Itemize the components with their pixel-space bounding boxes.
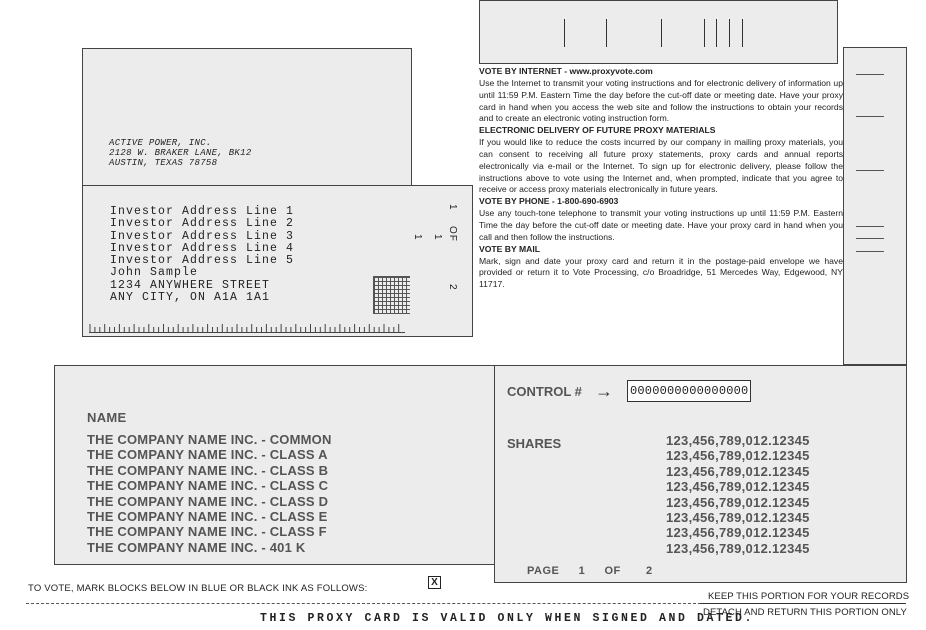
holdings-names-box — [54, 365, 496, 565]
page-label: PAGE — [527, 565, 560, 577]
keep-portion-label: KEEP THIS PORTION FOR YOUR RECORDS — [708, 591, 910, 602]
barcode-bar — [704, 19, 705, 47]
sender-address-box — [82, 48, 412, 188]
holding-name: THE COMPANY NAME INC. - CLASS A — [87, 447, 328, 463]
holding-name: THE COMPANY NAME INC. - CLASS E — [87, 509, 328, 525]
holding-name: THE COMPANY NAME INC. - CLASS F — [87, 524, 327, 540]
strip-mark — [856, 170, 884, 171]
page-marker-strip — [410, 185, 473, 337]
strip-mark — [856, 251, 884, 252]
page-indicator — [527, 565, 674, 577]
share-value: 123,456,789,012.12345 — [666, 479, 810, 495]
x-mark-example: X — [428, 576, 441, 589]
recipient-city: ANY CITY, ON A1A 1A1 — [110, 291, 271, 305]
barcode-bar — [729, 19, 730, 47]
barcode-bar — [661, 19, 662, 47]
share-value: 123,456,789,012.12345 — [666, 510, 810, 526]
control-shares-box — [494, 365, 907, 583]
arrow-right-icon: → — [595, 381, 613, 401]
page-marker-seq: 1 — [447, 204, 458, 211]
recipient-line: Investor Address Line 5 — [110, 254, 295, 268]
internet-text: Use the Internet to transmit your voting instructions and for electronic delivery of information up until 11:59 P.M. Eastern Time the day before the cut-off date or meeting date. Have your proxy card in hand when you access the web site and follow the instructions to obtain your records and to create an electronic voting instruction form. — [479, 77, 843, 124]
phone-text: Use any touch-tone telephone to transmit your voting instructions up until 11:59 P.M. Eastern Time the day before the cut-off date or meeting date. Have your proxy card in hand when you call and then follow the instructions. — [479, 208, 843, 242]
barcode-bar — [742, 19, 743, 47]
postal-barcode — [89, 323, 405, 333]
right-margin-strip — [843, 47, 907, 365]
page-marker-seq-b: 1 — [412, 234, 423, 241]
validity-notice: THIS PROXY CARD IS VALID ONLY WHEN SIGNED AND DATED. — [260, 612, 755, 625]
strip-mark — [856, 74, 884, 75]
barcode-bar — [564, 19, 565, 47]
vote-instruction: TO VOTE, MARK BLOCKS BELOW IN BLUE OR BLACK INK AS FOLLOWS: — [28, 583, 368, 594]
sender-line: ACTIVE POWER, INC. — [109, 138, 212, 148]
holding-name: THE COMPANY NAME INC. - COMMON — [87, 432, 332, 447]
page-marker-seq-a: 1 — [432, 234, 443, 241]
detach-portion-label: DETACH AND RETURN THIS PORTION ONLY — [703, 607, 907, 618]
holding-name: THE COMPANY NAME INC. - CLASS D — [87, 493, 329, 509]
holding-name: THE COMPANY NAME INC. - CLASS B — [87, 462, 329, 478]
share-value: 123,456,789,012.12345 — [666, 433, 810, 448]
recipient-address-box — [82, 185, 412, 337]
keep-rule — [700, 603, 906, 604]
page-total: 2 — [646, 565, 653, 577]
mail-text: Mark, sign and date your proxy card and return it in the postage-paid envelope we have provided or return it to Vote Processing, c/o Broadridge, 51 Mercedes Way, Edgewood, NY 11717. — [479, 255, 843, 290]
page-marker-of: OF — [447, 226, 458, 242]
strip-mark — [856, 238, 884, 239]
strip-mark — [856, 116, 884, 117]
internet-heading: VOTE BY INTERNET - www.proxyvote.com — [479, 66, 653, 76]
phone-heading: VOTE BY PHONE - 1-800-690-6903 — [479, 196, 619, 207]
holding-names-list — [87, 432, 332, 555]
recipient-name: John Sample — [110, 266, 199, 280]
mail-heading: VOTE BY MAIL — [479, 243, 540, 254]
page-number: 1 — [578, 565, 586, 577]
name-header: NAME — [87, 410, 127, 425]
electronic-heading: ELECTRONIC DELIVERY OF FUTURE PROXY MATERIALS — [479, 125, 716, 136]
barcode-bar — [606, 19, 607, 47]
recipient-address — [110, 206, 294, 304]
detach-line — [26, 603, 706, 604]
recipient-line: Investor Address Line 3 — [110, 229, 295, 243]
sender-line: AUSTIN, TEXAS 78758 — [109, 158, 218, 168]
electronic-text: If you would like to reduce the costs incurred by our company in mailing proxy materials, you can consent to receiving all future proxy statements, proxy cards and annual reports electronically via e-mail or the Internet. To sign up for electronic delivery, please follow the instructions above to vote using the Internet and, when prompted, indicate that you agree to receive or access proxy materials electronically in future years. — [479, 137, 843, 195]
sender-line: 2128 W. BRAKER LANE, BK12 — [109, 148, 252, 158]
sender-address — [109, 138, 252, 168]
control-number: 0000000000000000 — [627, 380, 751, 402]
page-of: OF — [604, 565, 621, 577]
recipient-line: Investor Address Line 2 — [110, 217, 295, 231]
recipient-line: Investor Address Line 4 — [110, 241, 295, 255]
share-value: 123,456,789,012.12345 — [666, 525, 810, 541]
barcode-bar — [716, 19, 717, 47]
grid-registration-mark — [373, 276, 411, 314]
shares-list — [666, 433, 810, 556]
strip-mark — [856, 226, 884, 227]
holding-name: THE COMPANY NAME INC. - 401 K — [87, 539, 306, 555]
share-value: 123,456,789,012.12345 — [666, 463, 810, 479]
page-marker-total: 2 — [447, 284, 458, 291]
barcode-box — [479, 0, 838, 64]
shares-label: SHARES — [507, 436, 562, 451]
holding-name: THE COMPANY NAME INC. - CLASS C — [87, 478, 329, 494]
voting-instructions — [479, 66, 843, 291]
share-value: 123,456,789,012.12345 — [666, 448, 810, 464]
recipient-street: 1234 ANYWHERE STREET — [110, 278, 271, 292]
share-value: 123,456,789,012.12345 — [666, 494, 810, 510]
control-label: CONTROL # — [507, 384, 582, 399]
share-value: 123,456,789,012.12345 — [666, 540, 810, 556]
recipient-line: Investor Address Line 1 — [110, 205, 295, 218]
